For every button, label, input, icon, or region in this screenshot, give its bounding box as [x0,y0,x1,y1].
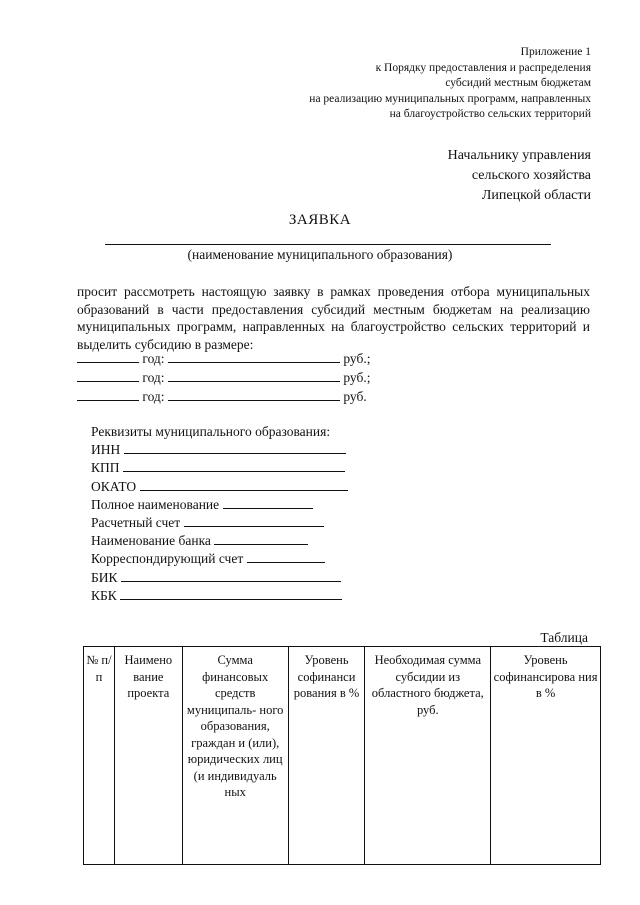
amount-row [77,350,370,367]
document-title: ЗАЯВКА [288,212,352,228]
table-caption: Таблица [540,630,588,645]
requisite-label: Наименование банка [91,533,211,549]
year-label: год: [142,351,165,366]
requisite-label: КБК [91,587,117,603]
table-header-cell: Уровень софинанси рования в % [288,647,365,865]
appendix-line: Приложение 1 [520,46,591,58]
requisite-row [91,587,348,605]
appendix-line: субсидий местным бюджетам [445,77,591,89]
requisite-input[interactable] [247,551,325,563]
requisites-block [91,423,348,605]
table-header-cell: Необходимая сумма субсидии из областного бюджета, руб. [365,647,491,865]
addressee-line: Начальнику управления [447,148,591,163]
requisite-label: БИК [91,569,118,585]
requisite-row [91,532,348,550]
requisite-label: ОКАТО [91,478,137,494]
request-paragraph: просит рассмотреть настоящую заявку в рамках проведения отбора муниципальных образований в части предоставления субсидий местным бюджетам на реализацию муниципальных программ, направленных на благоустройство сельских территорий и выделить субсидию в размере: [77,284,590,352]
requisite-input[interactable] [123,460,345,472]
requisite-label: Полное наименование [91,496,220,512]
requisite-row [91,459,348,477]
amount-row [77,369,370,386]
municipality-caption: (наименование муниципального образования) [187,247,453,262]
year-label: год: [142,370,165,385]
table-header-cell: Сумма финансовых средств муниципаль- ного образования, граждан и (или), юридических лиц (и индивидуаль ных [182,647,288,865]
table-header-row [84,647,601,865]
year-label: год: [142,389,165,404]
requisite-input[interactable] [223,497,313,509]
requisite-row [91,496,348,514]
requisite-label: Корреспондирующий счет [91,551,244,567]
requisite-input[interactable] [214,533,308,545]
requisite-input[interactable] [184,515,324,527]
requisite-row [91,441,348,459]
requisite-row [91,478,348,496]
requisite-input[interactable] [120,588,342,600]
table-header-cell: Наимено вание проекта [114,647,182,865]
requisite-label: ИНН [91,442,121,458]
requisite-input[interactable] [140,479,348,491]
appendix-line: на благоустройство сельских территорий [389,108,591,120]
amount-blank[interactable] [168,388,340,401]
requisite-row [91,550,348,568]
currency-label: руб. [343,389,367,404]
requisite-input[interactable] [121,570,341,582]
amount-row [77,388,367,405]
appendix-line: на реализацию муниципальных программ, направленных [309,92,591,105]
year-blank[interactable] [77,388,139,401]
amount-blank[interactable] [168,369,340,382]
year-blank[interactable] [77,350,139,363]
municipality-name-field[interactable] [105,244,551,245]
year-blank[interactable] [77,369,139,382]
data-table [83,646,601,865]
addressee-line: Липецкой области [481,188,591,203]
amount-blank[interactable] [168,350,340,363]
requisites-heading: Реквизиты муниципального образования: [91,424,331,439]
table-header-cell: Уровень софинансирова ния в % [491,647,601,865]
requisite-input[interactable] [124,442,346,454]
currency-label: руб.; [343,351,371,366]
requisite-label: Расчетный счет [91,515,181,531]
addressee-block [331,146,591,206]
table-header-cell: № п/п [84,647,115,865]
currency-label: руб.; [343,370,371,385]
addressee-line: сельского хозяйства [471,168,591,183]
requisite-row [91,514,348,532]
requisite-row [91,569,348,587]
appendix-header [171,45,591,123]
requisite-label: КПП [91,460,120,476]
appendix-line: к Порядку предоставления и распределения [375,61,591,74]
